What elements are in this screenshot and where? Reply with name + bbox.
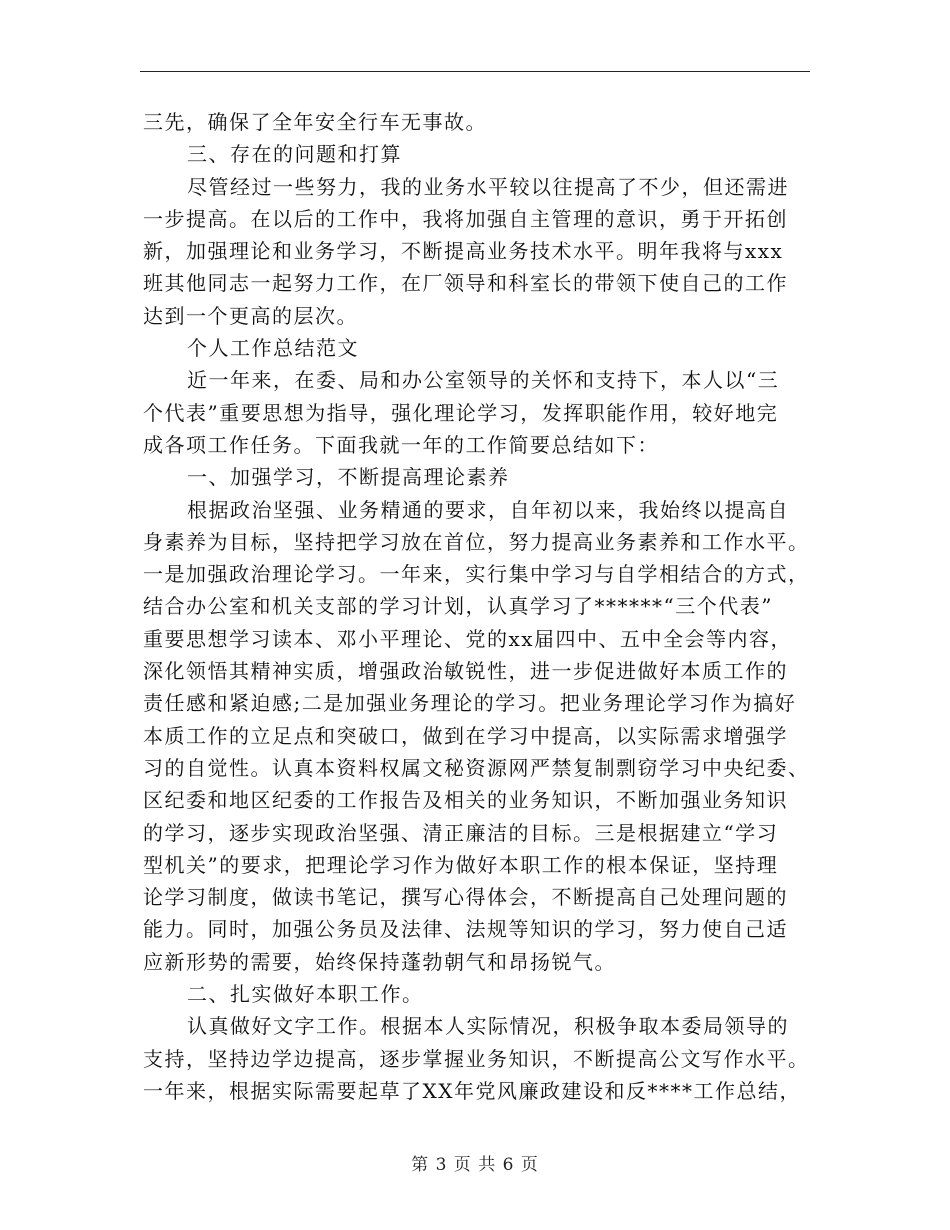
text-line: 区纪委和地区纪委的工作报告及相关的业务知识，不断加强业务知识 — [143, 788, 788, 813]
section-heading: 二、扎实做好本职工作。 — [187, 982, 424, 1007]
text-line: 的学习，逐步实现政治坚强、清正廉洁的目标。三是根据建立“学习 — [143, 820, 779, 845]
text-line: 成各项工作任务。下面我就一年的工作简要总结如下： — [143, 432, 659, 457]
page-number-footer: 第 3 页 共 6 页 — [411, 1155, 539, 1175]
text-line: 能力。同时，加强公务员及法律、法规等知识的学习，努力使自己适 — [143, 917, 788, 942]
text-line: 一是加强政治理论学习。一年来，实行集中学习与自学相结合的方式， — [143, 562, 810, 587]
text-line: 班其他同志一起努力工作，在厂领导和科室长的带领下使自己的工作 — [143, 271, 788, 296]
article-title: 个人工作总结范文 — [187, 336, 359, 361]
text-line: 近一年来，在委、局和办公室领导的关怀和支持下，本人以“三 — [187, 368, 780, 393]
text-line: 身素养为目标，坚持把学习放在首位，努力提高业务素养和工作水平。 — [143, 529, 810, 554]
section-heading: 一、加强学习，不断提高理论素养 — [187, 465, 510, 490]
text-line: 个代表”重要思想为指导，强化理论学习，发挥职能作用，较好地完 — [143, 400, 779, 425]
text-line: 一年来，根据实际需要起草了XX年党风廉政建设和反****工作总结， — [143, 1078, 801, 1103]
text-line: 一步提高。在以后的工作中，我将加强自主管理的意识，勇于开拓创 — [143, 206, 788, 231]
text-line: 习的自觉性。认真本资料权属文秘资源网严禁复制剽窃学习中央纪委、 — [143, 755, 810, 780]
text-line: 支持，坚持边学边提高，逐步掌握业务知识，不断提高公文写作水平。 — [143, 1046, 810, 1071]
text-line: 深化领悟其精神实质，增强政治敏锐性，进一步促进做好本质工作的 — [143, 659, 788, 684]
section-heading: 三、存在的问题和打算 — [187, 142, 402, 167]
text-line: 尽管经过一些努力，我的业务水平较以往提高了不少，但还需进 — [187, 174, 789, 199]
text-line: 新，加强理论和业务学习，不断提高业务技术水平。明年我将与xxx — [143, 239, 784, 264]
text-line: 达到一个更高的层次。 — [143, 303, 358, 328]
text-line: 认真做好文字工作。根据本人实际情况，积极争取本委局领导的 — [187, 1014, 789, 1039]
text-line: 重要思想学习读本、邓小平理论、党的xx届四中、五中全会等内容， — [143, 626, 793, 651]
header-rule — [140, 71, 810, 72]
text-line: 本质工作的立足点和突破口，做到在学习中提高，以实际需求增强学 — [143, 723, 788, 748]
text-line: 结合办公室和机关支部的学习计划，认真学习了******“三个代表” — [143, 594, 773, 619]
text-line: 论学习制度，做读书笔记，撰写心得体会，不断提高自己处理问题的 — [143, 885, 788, 910]
text-line: 应新形势的需要，始终保持蓬勃朝气和昂扬锐气。 — [143, 949, 616, 974]
text-line: 型机关”的要求，把理论学习作为做好本职工作的根本保证，坚持理 — [143, 852, 779, 877]
text-line: 责任感和紧迫感;二是加强业务理论的学习。把业务理论学习作为搞好 — [143, 691, 797, 716]
text-line: 三先，确保了全年安全行车无事故。 — [143, 110, 487, 134]
text-line: 根据政治坚强、业务精通的要求，自年初以来，我始终以提高自 — [187, 497, 789, 522]
document-body — [143, 106, 813, 1107]
